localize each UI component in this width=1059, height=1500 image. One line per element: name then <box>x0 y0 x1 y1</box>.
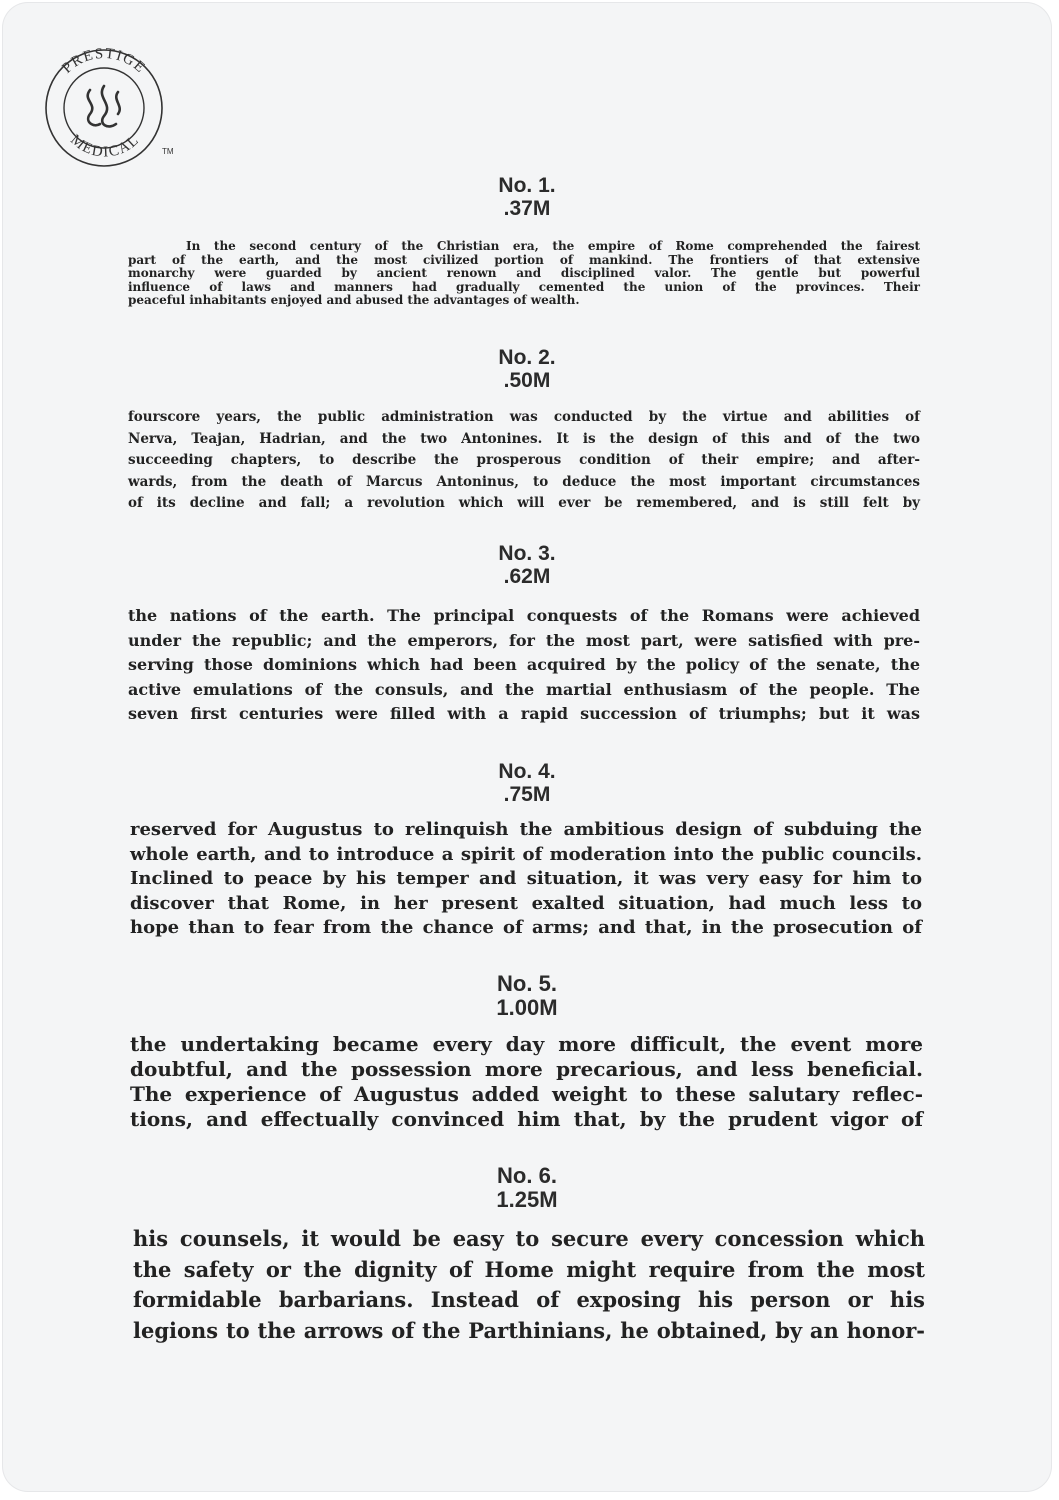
text-line: his counsels, it would be easy to secure every concession which <box>133 1226 925 1251</box>
section-size: .75M <box>503 783 551 807</box>
text-line: peaceful inhabitants enjoyed and abused the advantages of wealth. <box>128 293 580 307</box>
logo-seal <box>38 48 178 168</box>
text-line: discover that Rome, in her present exalted situation, had much less to <box>130 892 922 914</box>
reading-card <box>2 2 1052 1492</box>
text-line: the safety or the dignity of Home might require from the most <box>133 1256 925 1282</box>
logo-text-top: PRESTIGE <box>59 48 149 77</box>
section-heading-6 <box>2 1164 1052 1212</box>
paragraph-1 <box>128 240 920 308</box>
section-number: No. 1. <box>498 174 556 197</box>
text-line: hope than to fear from the chance of arms; and that, in the prosecution of <box>130 917 922 938</box>
text-line: influence of laws and manners had gradually cemented the union of the provinces. Their <box>128 279 920 294</box>
trademark-mark: TM <box>162 147 174 156</box>
text-line: active emulations of the consuls, and the martial enthusiasm of the people. The <box>128 679 920 699</box>
text-line: wards, from the death of Marcus Antoninus, to deduce the most important circumstances <box>128 473 920 490</box>
section-size: .50M <box>503 369 551 393</box>
section-number: No. 4. <box>498 760 556 783</box>
text-line: succeeding chapters, to describe the prosperous condition of their empire; and after- <box>128 452 920 468</box>
section-number: No. 3. <box>498 542 556 565</box>
caduceus-swirl-icon <box>88 86 120 126</box>
text-line: reserved for Augustus to relinquish the ambitious design of subduing the <box>130 819 922 840</box>
section-number: No. 6. <box>497 1163 557 1188</box>
section-number: No. 2. <box>498 346 556 369</box>
text-line: legions to the arrows of the Parthinians, he obtained, by an honor- <box>133 1317 925 1343</box>
prestige-medical-logo <box>38 48 178 168</box>
text-line: seven first centuries were filled with a rapid succession of triumphs; but it was <box>128 704 920 723</box>
text-line: under the republic; and the emperors, for the most part, were satisfied with pre- <box>128 630 920 650</box>
section-size: .37M <box>503 197 551 221</box>
text-line: the nations of the earth. The principal conquests of the Romans were achieved <box>128 606 920 625</box>
text-line: The experience of Augustus added weight to these salutary reflec- <box>130 1082 923 1106</box>
section-heading-5 <box>2 972 1052 1020</box>
text-line: of its decline and fall; a revolution which will ever be remembered, and is still felt by <box>128 495 920 511</box>
text-line: monarchy were guarded by ancient renown and disciplined valor. The gentle but powerful <box>128 266 920 280</box>
svg-text:PRESTIGE <box>59 48 148 77</box>
paragraph-5 <box>130 1032 923 1132</box>
text-line: tions, and effectually convinced him that, by the prudent vigor of <box>130 1107 923 1131</box>
text-line: serving those dominions which had been acquired by the policy of the senate, the <box>128 655 920 674</box>
section-size: 1.25M <box>496 1187 558 1213</box>
svg-text:MEDICAL <box>67 132 143 161</box>
section-size: 1.00M <box>496 995 558 1021</box>
section-heading-4 <box>2 760 1052 806</box>
section-number: No. 5. <box>497 971 557 996</box>
text-line: Nerva, Teajan, Hadrian, and the two Antonines. It is the design of this and of the two <box>128 430 920 447</box>
paragraph-3 <box>128 604 920 727</box>
paragraph-2 <box>128 407 920 515</box>
section-heading-1 <box>2 174 1052 220</box>
paragraph-4 <box>130 818 922 941</box>
text-line: whole earth, and to introduce a spirit of moderation into the public councils. <box>130 843 922 865</box>
paragraph-6 <box>133 1224 925 1346</box>
text-line: fourscore years, the public administration was conducted by the virtue and abilities of <box>128 409 920 425</box>
text-line: doubtful, and the possession more precarious, and less beneficial. <box>130 1057 923 1081</box>
section-size: .62M <box>503 565 551 589</box>
text-line: the undertaking became every day more difficult, the event more <box>130 1032 923 1056</box>
text-line: formidable barbarians. Instead of exposing his person or his <box>133 1287 925 1312</box>
text-line: In the second century of the Christian era, the empire of Rome comprehended the fairest <box>186 239 920 253</box>
section-heading-3 <box>2 542 1052 588</box>
section-heading-2 <box>2 346 1052 392</box>
logo-text-bottom: MEDICAL <box>67 131 143 161</box>
text-line: Inclined to peace by his temper and situation, it was very easy for him to <box>130 868 922 889</box>
text-line: part of the earth, and the most civilized portion of mankind. The frontiers of that extensive <box>128 252 920 267</box>
